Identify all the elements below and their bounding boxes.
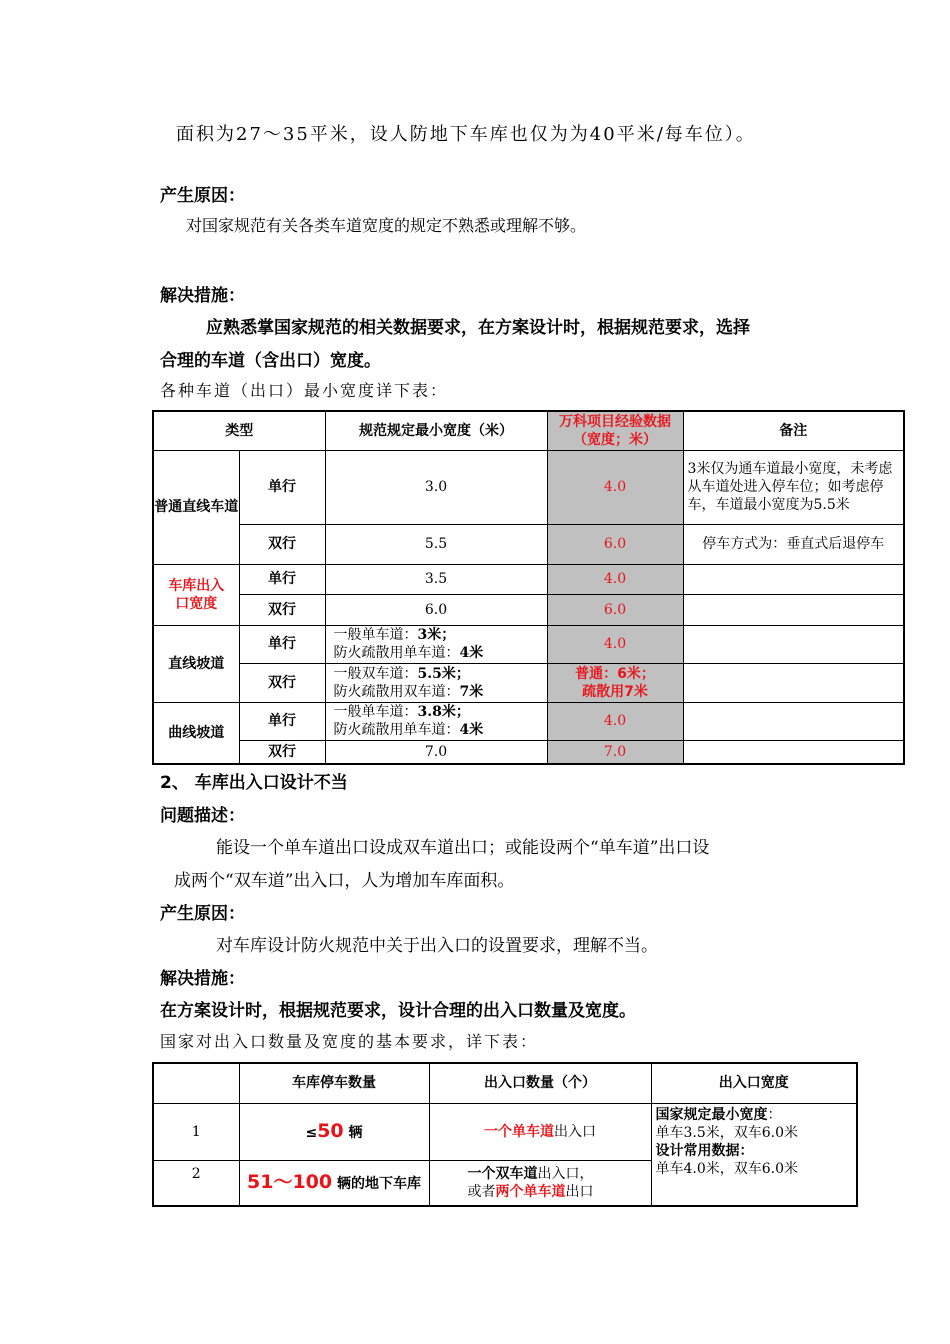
double-label: 双行 — [239, 524, 325, 564]
spec-value: 3.5 — [325, 564, 547, 594]
cause-heading-2: 产生原因： — [160, 904, 245, 924]
national-colon: ： — [767, 1106, 782, 1123]
note-cell — [683, 564, 904, 594]
spec-value: 7.0 — [325, 740, 547, 764]
spec-value: 3.8米； — [417, 704, 470, 720]
group-garage-entry: 车库出入口宽度 — [153, 564, 239, 625]
exit-highlight: 一个双车道 — [467, 1165, 538, 1182]
header-type: 类型 — [153, 411, 325, 450]
group-curved-ramp: 曲线坡道 — [153, 702, 239, 764]
row-index: 1 — [153, 1103, 239, 1160]
problem-line-2: 成两个“双车道”出入口，人为增加车库面积。 — [174, 871, 515, 891]
spec-multi — [325, 625, 547, 663]
note-cell — [683, 663, 904, 702]
vanke-value: 6.0 — [547, 524, 683, 564]
exit-text: 出入口， — [537, 1165, 594, 1182]
count-prefix: ≤ — [305, 1124, 318, 1141]
header-note: 备注 — [683, 411, 904, 450]
exit-text: 出口 — [565, 1183, 594, 1200]
header-spec: 规范规定最小宽度（米） — [325, 411, 547, 450]
count-number: 51～100 — [247, 1170, 333, 1193]
parking-count — [239, 1103, 429, 1160]
spec-value: 5.5 — [325, 524, 547, 564]
spec-label: 一般单车道： — [333, 704, 418, 720]
vanke-value: 6.0 — [547, 594, 683, 625]
design-value: 单车4.0米，双车6.0米 — [655, 1160, 799, 1177]
group-straight-ramp: 直线坡道 — [153, 625, 239, 702]
spec-value: 3.0 — [325, 450, 547, 524]
exit-count — [429, 1160, 651, 1206]
double-label: 双行 — [239, 740, 325, 764]
national-label: 国家规定最小宽度 — [655, 1106, 768, 1123]
note-cell — [683, 702, 904, 740]
section2-heading: 2、 车库出入口设计不当 — [160, 773, 348, 793]
problem-heading: 问题描述： — [160, 806, 245, 826]
header-index — [153, 1063, 239, 1103]
single-label: 单行 — [239, 625, 325, 663]
intro-line: 面积为27～35平米，设人防地下车库也仅为为40平米/每车位）。 — [176, 124, 756, 145]
vanke-value: 疏散用7米 — [582, 683, 648, 700]
spec-value: 4米 — [459, 645, 484, 661]
spec-label: 一般单车道： — [333, 627, 418, 643]
cause-text-1: 对国家规范有关各类车道宽度的规定不熟悉或理解不够。 — [186, 216, 587, 235]
row-index: 2 — [153, 1160, 239, 1206]
vanke-value: 4.0 — [547, 450, 683, 524]
vanke-multi — [547, 663, 683, 702]
vanke-value: 4.0 — [547, 564, 683, 594]
spec-label: 一般双车道： — [333, 665, 418, 682]
double-label: 双行 — [239, 594, 325, 625]
header-vanke: 万科项目经验数据（宽度；米） — [547, 411, 683, 450]
table2-intro: 国家对出入口数量及宽度的基本要求，详下表： — [160, 1032, 539, 1051]
header-count: 车库停车数量 — [239, 1063, 429, 1103]
spec-value: 3米； — [417, 627, 456, 643]
exit-highlight: 一个单车道 — [484, 1123, 554, 1140]
national-value: 单车3.5米，双车6.0米 — [655, 1124, 799, 1141]
count-suffix: 辆 — [343, 1124, 363, 1141]
vanke-value: 普通：6米； — [575, 665, 655, 682]
double-label: 双行 — [239, 663, 325, 702]
count-suffix: 辆的地下车库 — [332, 1175, 421, 1192]
solution-heading-1: 解决措施： — [160, 286, 245, 306]
spec-label: 防火疏散用双车道： — [333, 683, 460, 700]
solution-heading-2: 解决措施： — [160, 969, 245, 989]
spec-value: 6.0 — [325, 594, 547, 625]
width-note — [651, 1103, 857, 1206]
solution-line-2: 合理的车道（含出口）宽度。 — [160, 351, 381, 371]
spec-value: 7米 — [459, 683, 484, 700]
spec-label: 防火疏散用单车道： — [333, 645, 460, 661]
exit-highlight: 两个单车道 — [495, 1183, 566, 1200]
header-width: 出入口宽度 — [651, 1063, 857, 1103]
cause-text-2: 对车库设计防火规范中关于出入口的设置要求，理解不当。 — [216, 936, 658, 956]
single-label: 单行 — [239, 702, 325, 740]
spec-value: 5.5米； — [417, 665, 470, 682]
note-cell — [683, 625, 904, 663]
note-cell: 停车方式为：垂直式后退停车 — [683, 524, 904, 564]
note-cell — [683, 594, 904, 625]
spec-multi — [325, 663, 547, 702]
vanke-value: 4.0 — [547, 625, 683, 663]
note-cell: 3米仅为通车道最小宽度，未考虑从车道处进入停车位；如考虑停车，车道最小宽度为5.5米 — [683, 450, 904, 524]
single-label: 单行 — [239, 450, 325, 524]
solution-line-1: 应熟悉掌国家规范的相关数据要求，在方案设计时，根据规范要求，选择 — [206, 318, 750, 338]
spec-label: 防火疏散用单车道： — [333, 722, 460, 738]
note-cell — [683, 740, 904, 764]
design-label: 设计常用数据： — [655, 1142, 754, 1159]
spec-value: 4米 — [459, 722, 484, 738]
single-label: 单行 — [239, 564, 325, 594]
header-exits: 出入口数量（个） — [429, 1063, 651, 1103]
table1-intro: 各种车道（出口）最小宽度详下表： — [160, 381, 449, 400]
exit-count — [429, 1103, 651, 1160]
spec-multi — [325, 702, 547, 740]
exit-text: 或者 — [467, 1183, 496, 1200]
group-straight-lane: 普通直线车道 — [153, 450, 239, 564]
problem-line-1: 能设一个单车道出口设成双车道出口；或能设两个“单车道”出口设 — [216, 838, 710, 858]
solution-text-2: 在方案设计时，根据规范要求，设计合理的出入口数量及宽度。 — [160, 1001, 636, 1021]
vanke-value: 7.0 — [547, 740, 683, 764]
lane-width-table — [152, 410, 905, 765]
cause-heading-1: 产生原因： — [160, 186, 245, 206]
exit-requirements-table — [152, 1062, 858, 1207]
parking-count — [239, 1160, 429, 1206]
count-number: 50 — [317, 1119, 344, 1142]
vanke-value: 4.0 — [547, 702, 683, 740]
exit-text: 出入口 — [554, 1123, 596, 1140]
